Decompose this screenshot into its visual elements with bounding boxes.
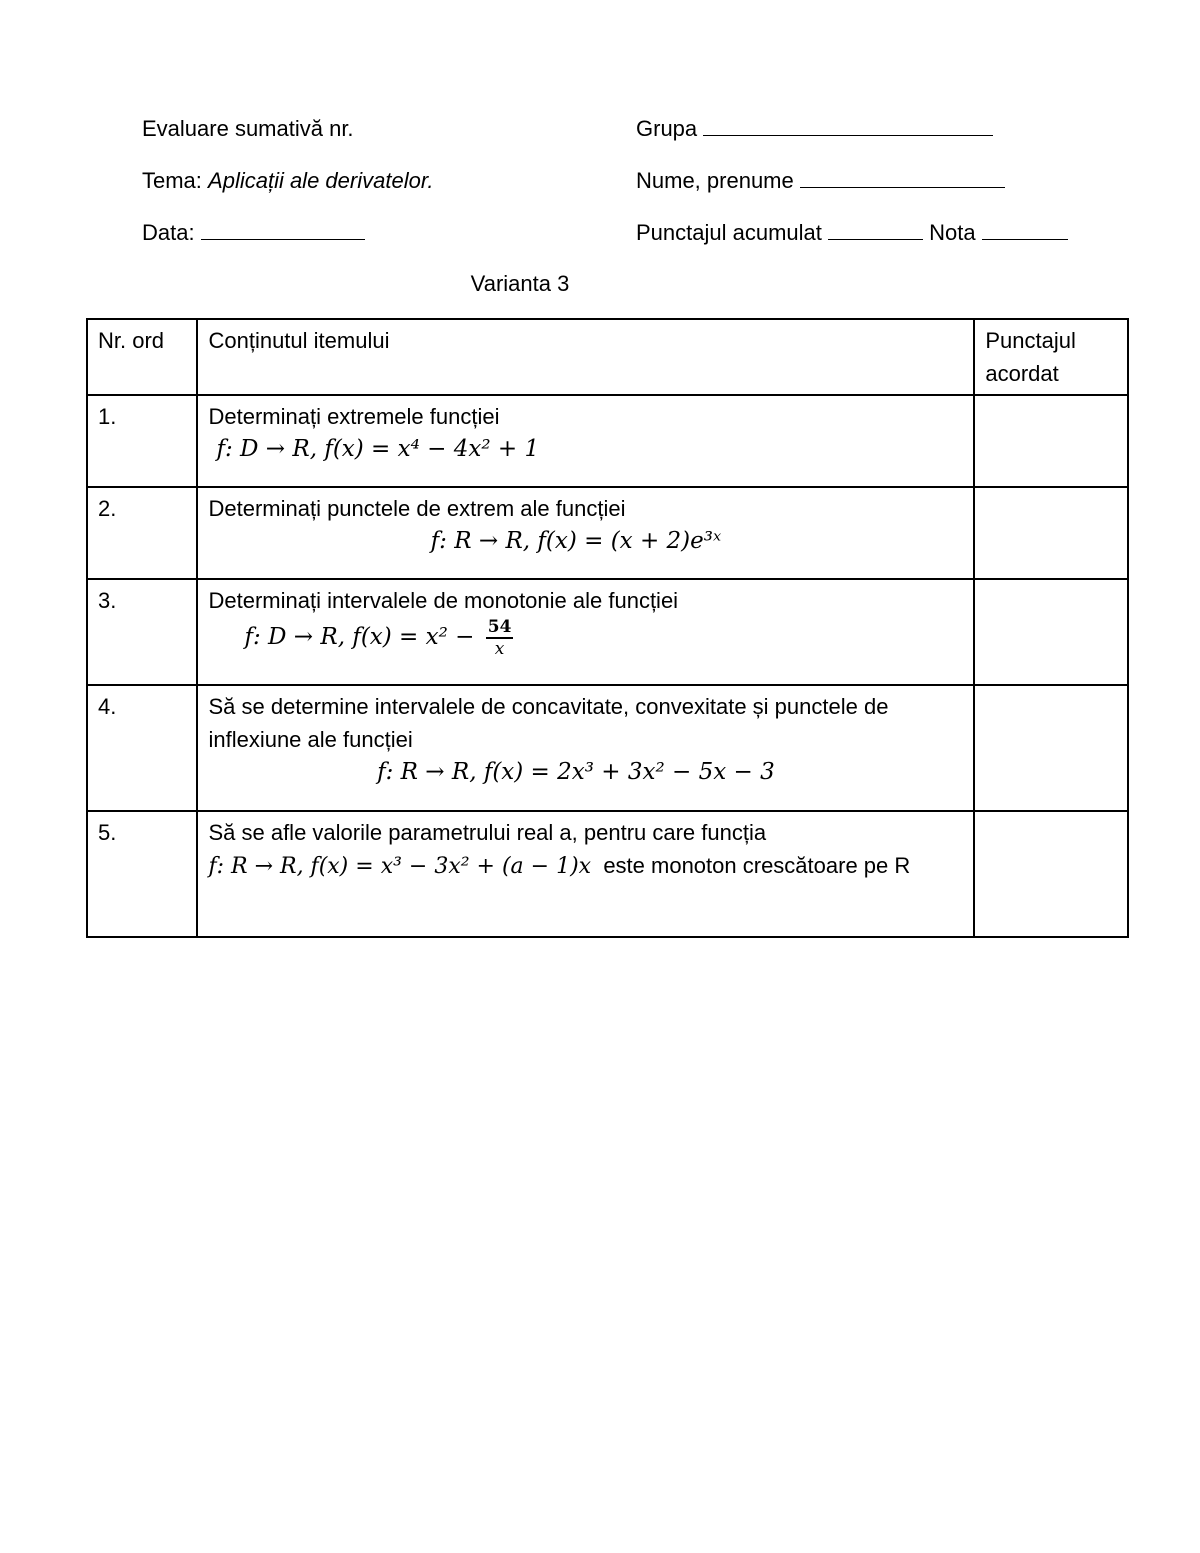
item-formula: f: D → R, f(x) = x⁴ − 4x² + 1 <box>216 436 540 462</box>
item-content <box>197 395 974 487</box>
table-header-row <box>87 319 1128 395</box>
item-points-cell[interactable] <box>974 579 1128 685</box>
item-content <box>197 811 974 937</box>
group-blank[interactable] <box>703 115 993 136</box>
fraction-denominator: x <box>494 639 505 659</box>
item-content <box>197 579 974 685</box>
name-blank[interactable] <box>800 167 1005 188</box>
table-row <box>87 487 1128 579</box>
item-text: Determinați intervalele de monotonie ale funcției <box>208 588 679 613</box>
item-text: Determinați extremele funcției <box>208 404 500 429</box>
header-points-line2: acordat <box>985 361 1059 386</box>
item-formula: f: R → R, f(x) = 2x³ + 3x² − 5x − 3 <box>377 759 775 785</box>
item-text: Să se determine intervalele de concavitate, convexitate și punctele de inflexiune ale funcției <box>208 694 889 752</box>
item-text-after: este monoton crescătoare pe R <box>591 853 911 878</box>
header-points <box>974 319 1128 395</box>
item-points-cell[interactable] <box>974 811 1128 937</box>
table-row <box>87 811 1128 937</box>
item-number: 4. <box>87 685 197 811</box>
grade-label: Nota <box>923 220 982 245</box>
item-content <box>197 685 974 811</box>
header-nr: Nr. ord <box>87 319 197 395</box>
score-label: Punctajul acumulat <box>636 220 828 245</box>
item-formula-fraction <box>486 617 514 659</box>
item-formula: f: R → R, f(x) = x³ − 3x² + (a − 1)x <box>208 854 592 879</box>
header-content: Conținutul itemului <box>197 319 974 395</box>
item-formula: f: R → R, f(x) = (x + 2)e³ˣ <box>430 528 722 554</box>
group-label: Grupa <box>636 116 704 141</box>
variant-title: Varianta 3 <box>470 271 570 296</box>
fraction-numerator: 54 <box>487 617 512 637</box>
table-row <box>87 395 1128 487</box>
item-text: Să se afle valorile parametrului real a, pentru care funcția <box>208 820 767 845</box>
score-line <box>636 219 1068 247</box>
evaluation-label: Evaluare sumativă nr. <box>142 116 354 141</box>
item-formula-main: f: D → R, f(x) = x² − <box>244 624 482 650</box>
name-label: Nume, prenume <box>636 168 800 193</box>
date-blank[interactable] <box>201 219 365 240</box>
topic-label: Tema: <box>142 168 209 193</box>
item-number: 5. <box>87 811 197 937</box>
item-number: 3. <box>87 579 197 685</box>
item-text: Determinați punctele de extrem ale funcției <box>208 496 626 521</box>
score-blank[interactable] <box>828 219 923 240</box>
evaluation-title <box>142 115 354 143</box>
date-label: Data: <box>142 220 201 245</box>
item-points-cell[interactable] <box>974 685 1128 811</box>
items-table <box>86 318 1129 938</box>
name-line <box>636 167 1005 195</box>
table-row <box>87 685 1128 811</box>
topic-value: Aplicații ale derivatelor. <box>208 168 434 193</box>
grade-blank[interactable] <box>982 219 1068 240</box>
item-points-cell[interactable] <box>974 487 1128 579</box>
item-points-cell[interactable] <box>974 395 1128 487</box>
item-number: 2. <box>87 487 197 579</box>
item-content <box>197 487 974 579</box>
item-formula-line <box>208 849 963 883</box>
date-line <box>142 219 365 247</box>
item-number: 1. <box>87 395 197 487</box>
group-line <box>636 115 993 143</box>
table-row <box>87 579 1128 685</box>
topic-line <box>142 167 433 195</box>
header-points-line1: Punctajul <box>985 328 1076 353</box>
item-formula <box>208 617 963 659</box>
